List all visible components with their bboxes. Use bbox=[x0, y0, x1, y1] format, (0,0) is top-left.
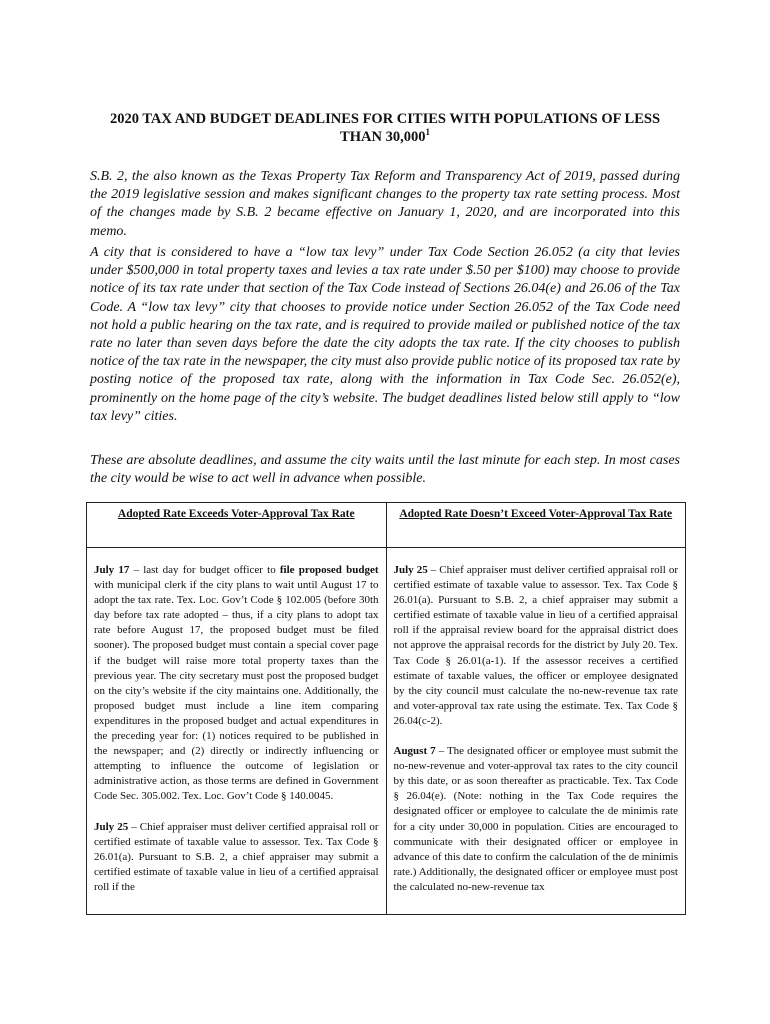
header-not-exceeds-rate: Adopted Rate Doesn’t Exceed Voter-Approval Tax Rate bbox=[386, 503, 686, 548]
deadline-entry bbox=[94, 820, 379, 895]
intro-paragraph-deadlines-note: These are absolute deadlines, and assume the city waits until the last minute for each step. In most cases the city would be wise to act well in advance when possible. bbox=[90, 453, 680, 487]
deadline-text: – Chief appraiser must deliver certified appraisal roll or certified estimate of taxable value to assessor. Tex. Tax Code § 26.01(a). Pursuant to S.B. 2, a chief appraiser may submit a certified estimate of taxable value in lieu of a certified appraisal roll if the bbox=[94, 820, 379, 893]
deadline-text: – The designated officer or employee must submit the no-new-revenue and voter-approval tax rates to the city council by this date, or as soon thereafter as practicable. Tex. Tax Code § 26.04(e). (Note: nothing in the Tax Code requires the designated officer or employee to calculate the de minimis rate for a city under 30,000 in population. Cities are encouraged to communicate with their designated officer or employee in advance of this date to confirm the calculation of the de minimis rate.) Additionally, the designated officer or employee must post the calculated no-new-revenue tax bbox=[393, 745, 678, 893]
deadline-date: July 25 bbox=[393, 564, 428, 576]
document-title bbox=[70, 110, 700, 146]
deadline-entry bbox=[394, 563, 679, 729]
deadline-text: – Chief appraiser must deliver certified appraisal roll or certified estimate of taxable value to assessor. Tex. Tax Code § 26.01(a). Pursuant to S.B. 2, a chief appraiser may submit a certified estimate of taxable value in lieu of a certified appraisal roll if the appraisal review board for the appraisal district does not approve the appraisal records for the district by July 20. Tex. Tax Code § 26.01(a-1). If the assessor receives a certified estimate of taxable values, the officer or employee designated by the city council must calculate the no-new-revenue tax rate and voter-approval tax rate using the estimate. Tex. Tax Code § 26.04(c-2). bbox=[393, 564, 678, 727]
footnote-marker: 1 bbox=[425, 127, 430, 138]
deadline-emphasis: file proposed budget bbox=[279, 564, 379, 576]
deadline-date: July 25 bbox=[94, 820, 129, 833]
table-body-row bbox=[87, 548, 686, 915]
title-line-1: 2020 TAX AND BUDGET DEADLINES FOR CITIES WITH POPULATIONS OF LESS bbox=[109, 111, 661, 127]
deadline-date: July 17 bbox=[94, 564, 130, 576]
deadline-date: August 7 bbox=[393, 745, 436, 758]
table-header-row bbox=[87, 503, 686, 548]
header-exceeds-rate: Adopted Rate Exceeds Voter-Approval Tax Rate bbox=[87, 503, 387, 548]
deadline-text: with municipal clerk if the city plans to wait until August 17 to adopt the tax rate. Tex. Loc. Gov’t Code § 102.005 (before 30th day before tax rate adopted – thus, if a city plans to adopt tax rate before August 17, the proposed budget must be filed sooner). The proposed budget must contain a special cover page if the budget will raise more total property taxes than the previous year. The city secretary must post the proposed budget on the city’s website if the city maintains one. Additionally, the proposed budget must include a line item comparing expenditures in the proposed budget and actual expenditures in the preceding year for: (1) notices required to be published in the newspaper; and (2) directly or indirectly influencing or attempting to influence the outcome of legislation or administrative action, as those terms are defined in Government Code Sec. 305.002. Tex. Loc. Gov’t Code § 140.0045. bbox=[94, 579, 379, 803]
deadline-entry bbox=[394, 744, 679, 895]
right-column-cell bbox=[386, 548, 686, 915]
deadline-entry: July 17 – last day for budget officer to file proposed budget with municipal clerk if the city plans to wait until August 17 to adopt the tax rate. Tex. Loc. Gov’t Code § 102.005 (before 30th day before tax rate adopted – thus, if a city plans to adopt tax rate before August 17, the proposed budget must be filed sooner). The proposed budget must contain a special cover page if the budget will raise more total property taxes than the previous year. The city secretary must post the proposed budget on the city’s website if the city maintains one. Additionally, the proposed budget must include a line item comparing expenditures in the proposed budget and actual expenditures in the preceding year for: (1) notices required to be published in the newspaper; and (2) directly or indirectly influencing or attempting to influence the outcome of legislation or administrative action, as those terms are defined in Government Code Sec. 305.002. Tex. Loc. Gov’t Code § 140.0045. bbox=[94, 564, 379, 803]
title-line-2: THAN 30,000 bbox=[340, 129, 426, 145]
intro-paragraph-sb2: S.B. 2, the also known as the Texas Property Tax Reform and Transparency Act of 2019, passed during the 2019 legislative session and makes significant changes to the property tax rate setting process. Most of the changes made by S.B. 2 became effective on January 1, 2020, and are incorporated into this memo. bbox=[90, 169, 680, 239]
intro-paragraph-low-tax-levy: A city that is considered to have a “low tax levy” under Tax Code Section 26.052 (a city that levies under $500,000 in total property taxes and levies a tax rate under $.50 per $100) may choose to provide notice of its tax rate under that section of the Tax Code instead of Sections 26.04(e) and 26.06 of the Tax Code. A “low tax levy” city that chooses to provide notice under Section 26.052 of the Tax Code need not hold a public hearing on the tax rate, and is required to provide mailed or published notice of the tax rate no later than seven days before the date the city adopts the tax rate. If the city chooses to publish notice of the tax rate in the newspaper, the city must also provide public notice of its proposed tax rate by posting notice of the proposed tax rate, along with the information in Tax Code Sec. 26.052(e), prominently on the home page of the city’s website. The budget deadlines listed below still apply to “low tax levy” cities. bbox=[90, 245, 680, 424]
deadlines-table bbox=[86, 502, 686, 915]
left-column-cell bbox=[87, 548, 387, 915]
